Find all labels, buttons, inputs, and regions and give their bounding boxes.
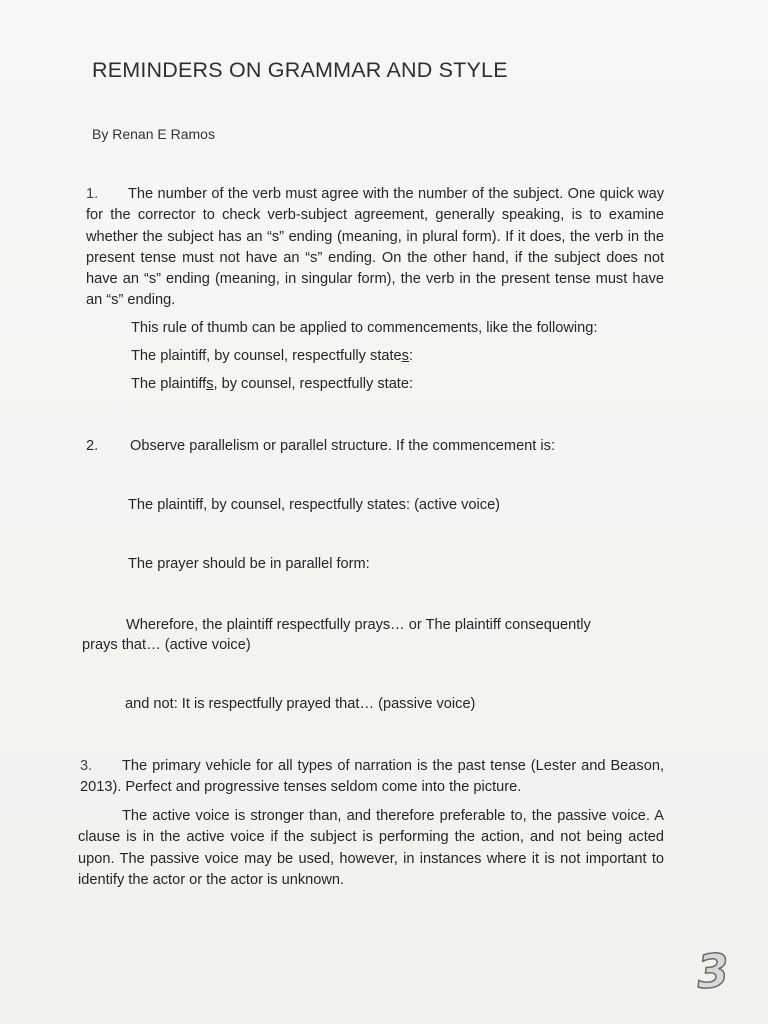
item-1-number: 1. [86, 186, 99, 202]
author-byline: By Renan E Ramos [92, 126, 215, 142]
item-1-example-2 [131, 376, 413, 392]
example-1-underlined-s: s [401, 348, 409, 364]
item-1-text: The number of the verb must agree with the number of the subject. One quick way for the corrector to check verb-subject agreement, generally speaking, is to examine whether the subject has an “s” ending (meaning, in plural form). If it does, the verb in the present tense must not have an “s” ending. On the other hand, if the subject does not have an “s” ending (meaning, in singular form), the verb in the present tense must have an “s” ending. [86, 186, 664, 309]
item-2-paragraph [86, 438, 555, 454]
item-2-prayer-intro: The prayer should be in parallel form: [128, 556, 370, 572]
item-3-paragraph [80, 756, 664, 799]
item-1-paragraph [86, 184, 664, 312]
item-2-prayer-line-2: prays that… (active voice) [82, 637, 251, 653]
document-title: REMINDERS ON GRAMMAR AND STYLE [92, 58, 508, 82]
item-3-text: The primary vehicle for all types of narration is the past tense (Lester and Beason, 2013). Perfect and progressive tenses seldom come into the picture. [80, 758, 664, 796]
example-2-underlined-s: s [206, 376, 214, 392]
item-3-number: 3. [80, 758, 93, 774]
item-2-not-line: and not: It is respectfully prayed that… (passive voice) [125, 696, 476, 712]
example-1-colon: : [408, 348, 414, 364]
example-2-rest: , by counsel, respectfully state: [213, 376, 414, 392]
item-1-example-1 [131, 348, 413, 364]
item-2-prayer-line-1: Wherefore, the plaintiff respectfully prays… or The plaintiff consequently [126, 617, 591, 633]
item-2-commencement: The plaintiff, by counsel, respectfully states: (active voice) [128, 497, 501, 513]
example-1-text: The plaintiff, by counsel, respectfully state [131, 348, 402, 364]
item-1-rule: This rule of thumb can be applied to commencements, like the following: [131, 320, 598, 336]
page-number: 3 [695, 942, 731, 1000]
item-2-text: Observe parallelism or parallel structure. If the commencement is: [130, 438, 556, 454]
item-3-active-paragraph: The active voice is stronger than, and therefore preferable to, the passive voice. A clause is in the active voice if the subject is performing the action, and not being acted upon. The passive voice may be used, however, in instances where it is not important to identify the actor or the actor is unknown. [78, 808, 664, 888]
example-2-text: The plaintiff [131, 376, 207, 392]
item-2-number: 2. [86, 438, 99, 454]
